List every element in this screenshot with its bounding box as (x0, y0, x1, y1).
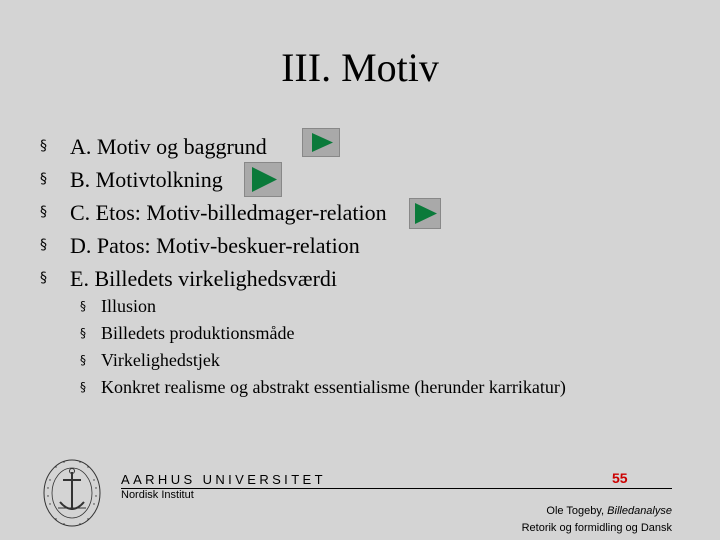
bullet-text: Virkelighedstjek (101, 350, 220, 370)
author-info (522, 503, 672, 537)
slide-title: III. Motiv (281, 45, 439, 90)
bullet-text: Billedets produktionsmåde (101, 323, 295, 343)
bullet-text: A. Motiv og baggrund (70, 134, 267, 159)
bullet-marker: § (80, 380, 86, 394)
bullet-text: E. Billedets virkelighedsværdi (70, 266, 338, 291)
bullet-marker: § (80, 299, 86, 313)
bullet-text: Illusion (101, 296, 157, 316)
bullet-marker: § (40, 270, 47, 286)
bullet-marker: § (40, 204, 47, 220)
play-icon (410, 199, 440, 228)
bullet-marker: § (80, 353, 86, 367)
bullet-text: B. Motivtolkning (70, 167, 223, 192)
bullet-marker: § (40, 237, 47, 253)
bullet-text: C. Etos: Motiv-billedmager-relation (70, 200, 387, 225)
bullet-text: Konkret realisme og abstrakt essentialisme (herunder karrikatur) (101, 377, 566, 397)
bullet-text: D. Patos: Motiv-beskuer-relation (70, 233, 360, 258)
play-button-motivtolkning[interactable] (244, 162, 282, 197)
play-button-etos[interactable] (409, 198, 441, 229)
bullet-marker: § (80, 326, 86, 340)
bullet-marker: § (40, 171, 47, 187)
footer-divider (121, 488, 672, 489)
institute-name: Nordisk Institut (121, 489, 194, 501)
university-name: AARHUS UNIVERSITET (121, 472, 326, 487)
course-title: Billedanalyse (607, 505, 672, 517)
page-number: 55 (612, 470, 628, 486)
author-name: Ole Togeby, (546, 505, 608, 517)
bullet-marker: § (40, 138, 47, 154)
university-seal-logo (42, 458, 102, 528)
play-icon (245, 163, 281, 196)
course-subtitle: Retorik og formidling og Dansk (521, 522, 672, 534)
play-icon (303, 129, 339, 156)
play-button-motiv-og-baggrund[interactable] (302, 128, 340, 157)
